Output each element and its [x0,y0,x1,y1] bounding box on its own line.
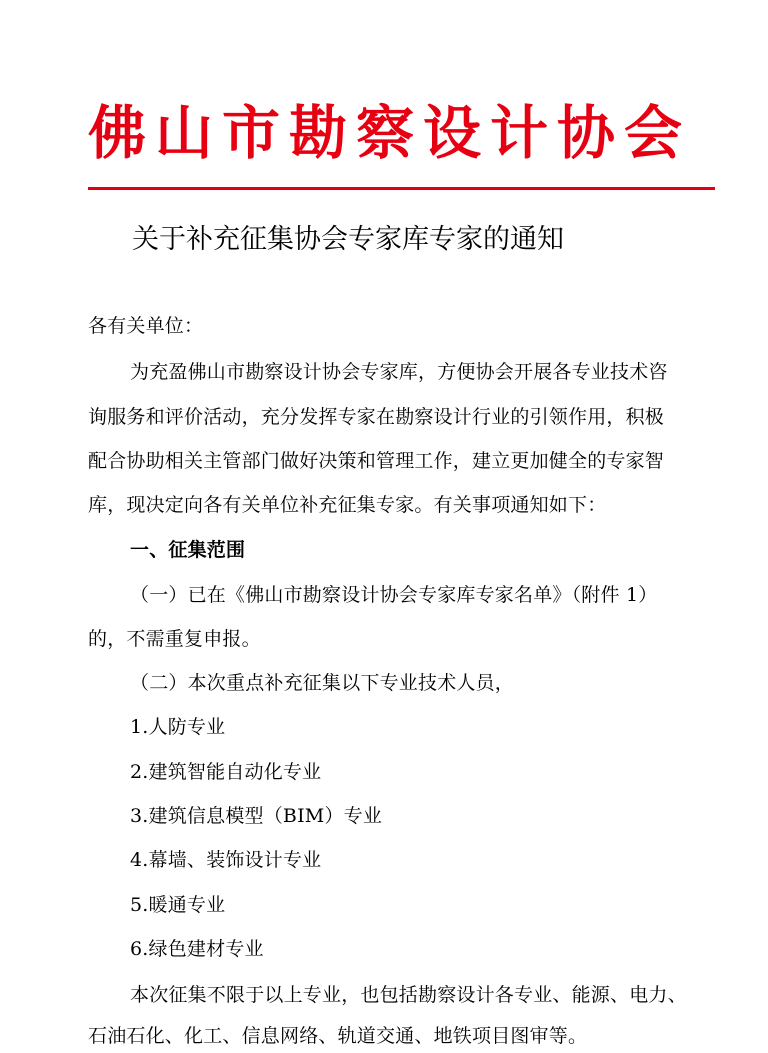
intro-line: 库，现决定向各有关单位补充征集专家。有关事项通知如下： [88,494,607,516]
notice-title: 关于补充征集协会专家库专家的通知 [132,224,564,255]
specialty-item: 3.建筑信息模型（BIM）专业 [130,805,383,827]
intro-line: 配合协助相关主管部门做好决策和管理工作，建立更加健全的专家智 [88,450,665,472]
item-line: （二）本次重点补充征集以下专业技术人员， [130,672,515,694]
specialty-item: 5.暖通专业 [130,894,226,916]
specialty-item: 2.建筑智能自动化专业 [130,761,322,783]
salutation: 各有关单位： [88,315,204,337]
intro-line: 为充盈佛山市勘察设计协会专家库，方便协会开展各专业技术咨 [130,361,668,383]
specialty-item: 1.人防专业 [130,716,226,738]
item-line: （一）已在《佛山市勘察设计协会专家库专家名单》（附件 1） [130,584,658,606]
closing-line: 本次征集不限于以上专业，也包括勘察设计各专业、能源、电力、 [130,984,687,1006]
specialty-item: 4.幕墙、装饰设计专业 [130,849,322,871]
specialty-item: 6.绿色建材专业 [130,938,264,960]
closing-line: 石油石化、化工、信息网络、轨道交通、地铁项目图审等。 [88,1025,588,1047]
org-title: 佛山市勘察设计协会 [88,99,692,167]
red-divider-line [88,187,715,190]
section-heading: 一、征集范围 [130,539,246,561]
intro-line: 询服务和评价活动，充分发挥专家在勘察设计行业的引领作用，积极 [88,406,665,428]
item-line: 的，不需重复申报。 [88,628,261,650]
